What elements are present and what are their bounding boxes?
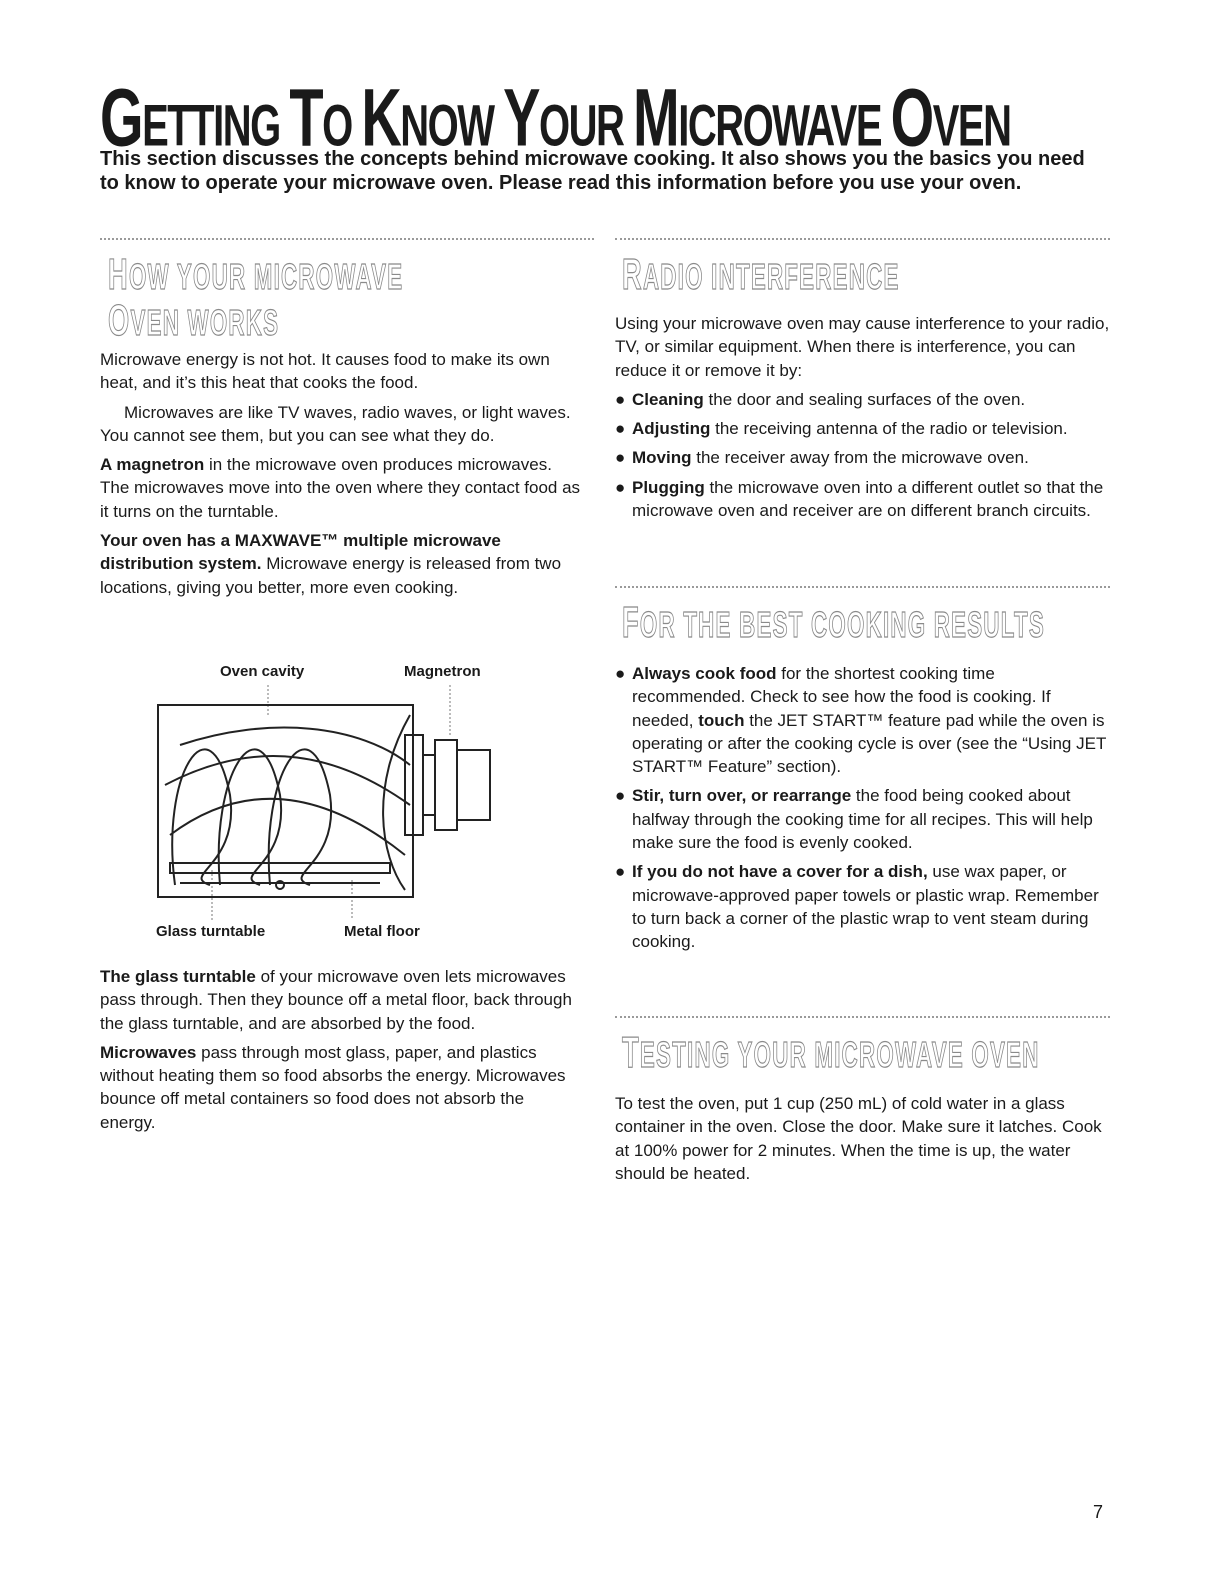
list-item: ● Moving the receiver away from the microwave oven. — [615, 448, 1029, 468]
divider — [615, 586, 1110, 588]
list-item: ● Stir, turn over, or rearrange the food being cooked about halfway through the cooking time for all recipes. This will help make sure the food is evenly cooked. — [615, 786, 1093, 853]
section-heading-best-results: FOR THE BEST COOKING RESULTS — [622, 598, 1046, 647]
page-title: GETTING TO KNOW YOUR MICROWAVE OVEN — [100, 71, 1011, 163]
paragraph: Microwave energy is not hot. It causes food to make its own heat, and it’s this heat that cooks the food. — [100, 350, 550, 393]
how-it-works-text-bottom — [100, 965, 582, 1140]
list-item: ● Always cook food for the shortest cooking time recommended. Check to see how the food is cooking. If needed, touch the JET START™ feature pad while the oven is operating or after the cooking cycle is over (see the “Using JET START™ Feature” section). — [615, 664, 1107, 777]
oven-cross-section-illustration — [140, 655, 530, 955]
best-results-text — [615, 662, 1110, 960]
section-heading-how-it-works-line2: OVEN WORKS — [108, 296, 280, 345]
paragraph: Using your microwave oven may cause interference to your radio, TV, or similar equipment. When there is interference, you can reduce it or remove it by: — [615, 314, 1110, 380]
paragraph: Microwaves are like TV waves, radio waves, or light waves. You cannot see them, but you can see what they do. — [100, 402, 571, 445]
list-item: ● Plugging the microwave oven into a different outlet so that the microwave oven and receiver are on different branch circuits. — [615, 477, 1104, 521]
list-item: ● Adjusting the receiving antenna of the radio or television. — [615, 419, 1068, 439]
label-magnetron: Magnetron — [404, 663, 481, 680]
section-heading-testing: TESTING YOUR MICROWAVE OVEN — [622, 1028, 1040, 1077]
microwave-oven-diagram — [140, 655, 530, 955]
label-oven-cavity: Oven cavity — [220, 663, 305, 680]
paragraph: The glass turntable of your microwave oven lets microwaves pass through. Then they bounce off a metal floor, back through the glass turntable, and are absorbed by the food. — [100, 967, 572, 1033]
label-metal-floor: Metal floor — [344, 923, 420, 940]
divider — [615, 1016, 1110, 1018]
divider — [100, 238, 594, 240]
paragraph: Your oven has a MAXWAVE™ multiple microwave distribution system. Microwave energy is released from two locations, giving you better, more even cooking. — [100, 531, 562, 597]
section-heading-radio-interference: RADIO INTERFERENCE — [622, 250, 900, 299]
how-it-works-text-top — [100, 348, 582, 605]
testing-text — [615, 1092, 1110, 1191]
label-glass-turntable: Glass turntable — [156, 923, 266, 940]
section-heading-how-it-works: HOW YOUR MICROWAVE — [108, 250, 404, 299]
divider — [615, 238, 1110, 240]
radio-interference-text — [615, 312, 1110, 528]
paragraph: A magnetron in the microwave oven produces microwaves. The microwaves move into the oven where they contact food as it turns on the turntable. — [100, 455, 581, 521]
paragraph: To test the oven, put 1 cup (250 mL) of cold water in a glass container in the oven. Close the door. Make sure it latches. Cook at 100% power for 2 minutes. When the time is up, the water should be heated. — [615, 1094, 1102, 1183]
list-item: ● If you do not have a cover for a dish, use wax paper, or microwave-approved paper towels or plastic wrap. Remember to turn back a corner of the plastic wrap to vent steam during cooking. — [615, 862, 1099, 952]
intro-paragraph: This section discusses the concepts behind microwave cooking. It also shows you the basics you need to know to operate your microwave oven. Please read this information before you use your oven. — [100, 148, 1085, 194]
page-number: 7 — [1093, 1502, 1104, 1522]
list-item: ● Cleaning the door and sealing surfaces of the oven. — [615, 389, 1026, 409]
paragraph: Microwaves pass through most glass, paper, and plastics without heating them so food absorbs the energy. Microwaves bounce off metal containers so food does not absorb the energy. — [100, 1042, 566, 1132]
